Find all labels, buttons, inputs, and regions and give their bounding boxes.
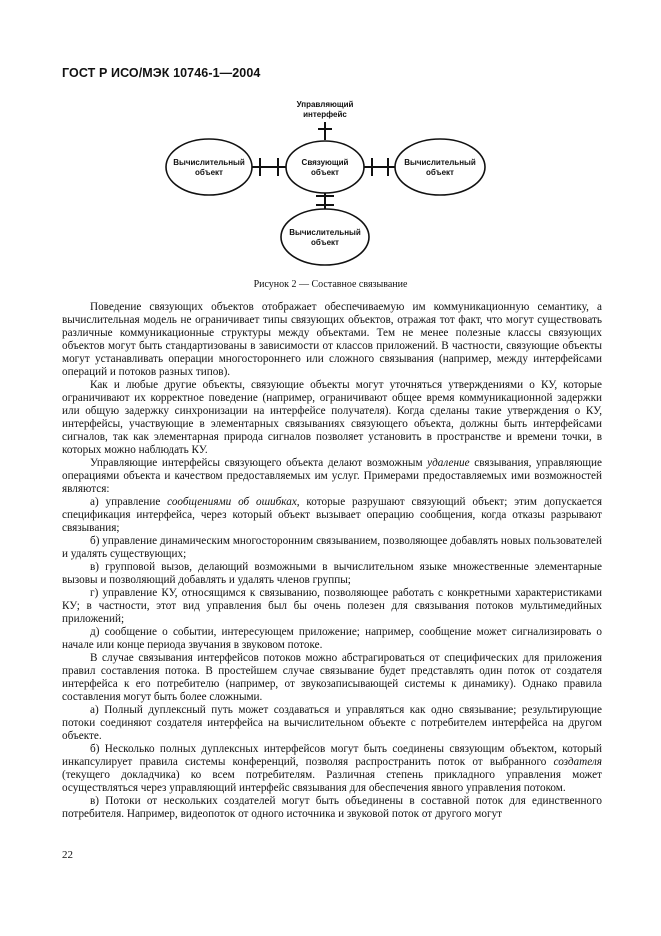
- paragraph: а) Полный дуплексный путь может создаваться и управляться как одно связывание; результирующие потоки соединяют создателя интерфейса на вычислительном объекте с потребителем интерфейса на другом объекте.: [62, 704, 602, 742]
- paragraph: Как и любые другие объекты, связующие объекты могут уточняться утверждениями о КУ, которые ограничивают их корректное поведение (например, ограничивают общее время коммуникационной задержки или общую задержку синхронизации на интерфейсе получателя). Когда сделаны такие утверждения о КУ, интерфейсы, участвующие в элементарных связываниях связующего объекта, должны быть интерфейсами сигналов, так как элементарная природа сигналов позволяет установить в пространстве и времени точки, в которых можно наблюдать КУ.: [62, 379, 602, 456]
- left-object-label-2: объект: [195, 168, 223, 177]
- text-run: которые разрушают связующий объект; этим допускается спецификация интерфейса, через который объект вызывает операцию сообщения, когда отказы разрывают связывания;: [62, 496, 602, 534]
- text-run: (текущего докладчика) ко всем потребителям. Различная степень прикладного управления может осуществляться через управляющий интерфейс связывания для обеспечения явного управления потоком.: [62, 769, 602, 794]
- text-run: связывания, управляющие операциями объекта и качеством предоставляемых им услуг. Примерами предоставляемых ими возможностей являются:: [62, 457, 602, 495]
- text-run: б) Несколько полных дуплексных интерфейсов могут быть соединены связующим объектом, который инкапсулирует правила системы конференций, позволяя распространить поток от выбранного: [62, 743, 602, 768]
- text-run: Управляющие интерфейсы связующего объекта делают возможным: [90, 457, 428, 469]
- list-item: в) групповой вызов, делающий возможными в вычислительном языке множественные элементарные вызовы и позволяющий добавлять и удалять членов группы;: [62, 561, 602, 586]
- paragraph: в) Потоки от нескольких создателей могут быть объединены в составной поток для единственного потребителя. Например, видеопоток от одного источника и звуковой поток от другого могут: [62, 795, 602, 820]
- document-header: ГОСТ Р ИСО/МЭК 10746-1—2004: [62, 66, 261, 80]
- paragraph: [62, 743, 602, 795]
- paragraph: [62, 457, 602, 496]
- left-object-ellipse: [166, 139, 252, 195]
- list-item: д) сообщение о событии, интересующем приложение; например, сообщение может сигнализировать о начале или конце периода звучания в звуковом потоке.: [62, 626, 602, 651]
- list-item: б) управление динамическим многосторонним связыванием, позволяющее добавлять новых пользователей и удалять существующих;: [62, 535, 602, 560]
- right-object-label-2: объект: [426, 168, 454, 177]
- binding-object-label-2: объект: [311, 168, 339, 177]
- figure-diagram: [150, 95, 550, 275]
- bottom-object-label-2: объект: [311, 238, 339, 247]
- binding-object-ellipse: [286, 141, 364, 193]
- body-text: [62, 301, 602, 821]
- list-item: г) управление КУ, относящимся к связыванию, позволяющее работать с конкретными характеристиками КУ; в частности, этот вид управления был бы очень полезен для связывания потоков мультимедийных приложений;: [62, 587, 602, 625]
- left-object-label-1: Вычислительный: [173, 158, 245, 167]
- text-run: а) управление: [90, 496, 168, 508]
- emphasis: сообщениями об ошибках,: [167, 496, 300, 508]
- emphasis: удаление: [427, 457, 470, 469]
- emphasis: создателя: [553, 756, 602, 768]
- paragraph: В случае связывания интерфейсов потоков можно абстрагироваться от специфических для приложения правил составления потока. В простейшем случае связывание будет представлять один поток от создателя интерфейса к его потребителю (например, от звукозаписывающей системы к динамику). Однако правила составления могут быть более сложными.: [62, 652, 602, 703]
- control-interface-label-1: Управляющий: [296, 100, 354, 109]
- paragraph: Поведение связующих объектов отображает обеспечиваемую им коммуникационную семантику, а вычислительная модель не ограничивает типы связующих объектов, отражая тот факт, что могут существовать различные коммуникационные структуры между объектами. Тем не менее полезные классы связующих объектов могут быть стандартизованы в зависимости от классов приложений. В частности, связующие объекты могут устанавливать операции многостороннего или сложного связывания (например, между интерфейсами операций и потоков разных типов).: [62, 301, 602, 378]
- bottom-object-label-1: Вычислительный: [289, 228, 361, 237]
- control-interface-label-2: интерфейс: [303, 110, 347, 119]
- list-item: [62, 496, 602, 535]
- bottom-object-ellipse: [281, 209, 369, 265]
- right-object-label-1: Вычислительный: [404, 158, 476, 167]
- right-object-ellipse: [395, 139, 485, 195]
- figure-caption: Рисунок 2 — Составное связывание: [253, 279, 408, 290]
- compound-binding-figure: [150, 95, 550, 275]
- page-number: 22: [62, 849, 73, 861]
- binding-object-label-1: Связующий: [301, 158, 349, 167]
